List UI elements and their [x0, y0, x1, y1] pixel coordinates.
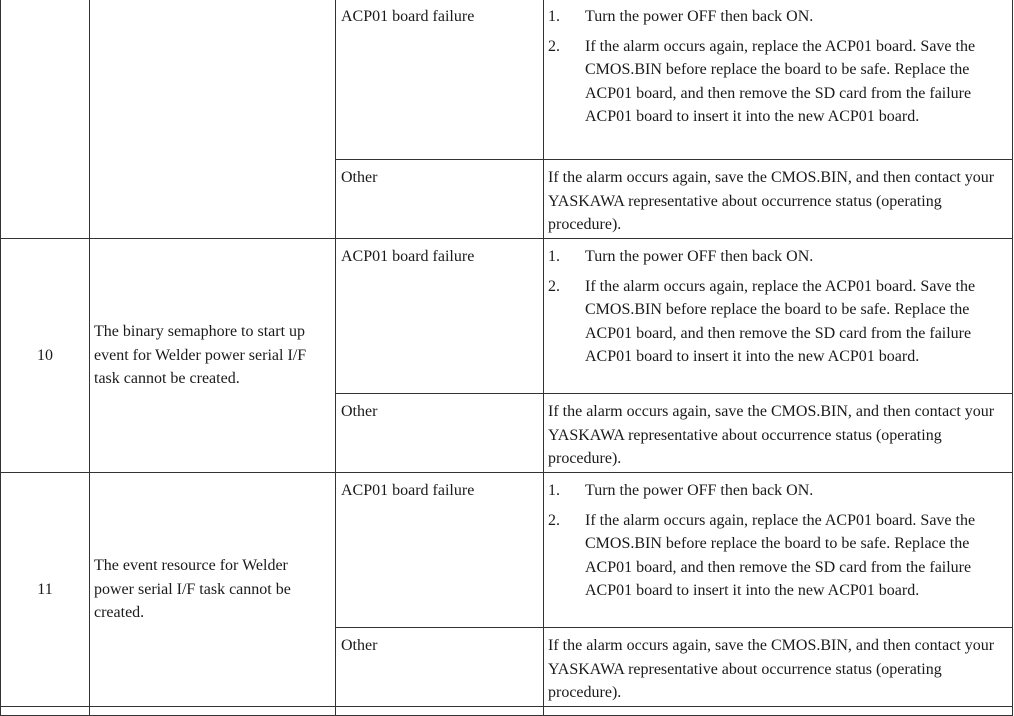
remedy-cell — [544, 473, 1013, 628]
alarm-number-cell — [1, 0, 90, 239]
remedy-text: If the alarm occurs again, save the CMOS.BIN, and then contact your YASKAWA representative about occurrence status (operating procedure). — [548, 403, 995, 467]
remedy-cell — [544, 160, 1013, 239]
remedy-cell — [544, 0, 1013, 160]
cause-cell — [336, 0, 544, 160]
remedy-step — [548, 5, 1008, 29]
step-number: 2. — [548, 37, 560, 55]
remedy-cell — [544, 628, 1013, 707]
remedy-cell — [544, 394, 1013, 473]
remedy-steps — [544, 239, 1012, 369]
cause-text: ACP01 board failure — [341, 482, 475, 499]
remedy-steps — [544, 473, 1012, 603]
cause-text: ACP01 board failure — [341, 8, 475, 25]
remedy-steps — [544, 0, 1012, 129]
remedy-step — [548, 35, 1008, 129]
cause-cell — [336, 239, 544, 394]
cause-text: Other — [341, 637, 378, 654]
step-number: 1. — [548, 8, 560, 25]
step-number: 2. — [548, 277, 560, 295]
step-text: If the alarm occurs again, replace the ACP01 board. Save the CMOS.BIN before replace the board to be safe. Replace the ACP01 board, and then remove the SD card from the failure ACP01 board to insert it into the new ACP01 board. — [585, 37, 976, 125]
step-text: Turn the power OFF then back ON. — [585, 248, 814, 265]
remedy-text: If the alarm occurs again, save the CMOS.BIN, and then contact your YASKAWA representative about occurrence status (operating procedure). — [548, 637, 995, 701]
step-text: If the alarm occurs again, replace the ACP01 board. Save the CMOS.BIN before replace the board to be safe. Replace the ACP01 board, and then remove the SD card from the failure ACP01 board to insert it into the new ACP01 board. — [585, 511, 976, 599]
cause-cell — [336, 628, 544, 707]
remedy-cell — [544, 239, 1013, 394]
step-number: 1. — [548, 248, 560, 265]
table-row — [1, 473, 1013, 628]
cause-cell — [336, 473, 544, 628]
alarm-description-cell — [90, 239, 336, 473]
alarm-description-cell — [90, 0, 336, 239]
remedy-step — [548, 245, 1008, 269]
remedy-step — [548, 479, 1008, 503]
step-text: Turn the power OFF then back ON. — [585, 482, 814, 499]
remedy-text: If the alarm occurs again, save the CMOS.BIN, and then contact your YASKAWA representative about occurrence status (operating procedure). — [548, 169, 995, 233]
cause-text: ACP01 board failure — [341, 248, 475, 265]
step-text: Turn the power OFF then back ON. — [585, 8, 814, 25]
step-number: 2. — [548, 511, 560, 529]
table-row — [1, 239, 1013, 394]
alarm-description-cell — [90, 473, 336, 707]
remedy-step — [548, 275, 1008, 369]
step-text: If the alarm occurs again, replace the ACP01 board. Save the CMOS.BIN before replace the board to be safe. Replace the ACP01 board, and then remove the SD card from the failure ACP01 board to insert it into the new ACP01 board. — [585, 277, 976, 365]
alarm-number: 11 — [37, 580, 53, 598]
alarm-number: 10 — [37, 346, 53, 364]
remedy-step — [548, 509, 1008, 603]
alarm-number-cell — [1, 473, 90, 707]
cause-text: Other — [341, 169, 378, 186]
alarm-number-cell — [1, 239, 90, 473]
alarm-description: The event resource for Welder power serial I/F task cannot be created. — [94, 557, 291, 622]
cause-text: Other — [341, 403, 378, 420]
table-row — [1, 0, 1013, 160]
alarm-description: The binary semaphore to start up event for Welder power serial I/F task cannot be created. — [94, 323, 307, 388]
cause-cell — [336, 394, 544, 473]
step-number: 1. — [548, 482, 560, 499]
cause-cell — [336, 160, 544, 239]
